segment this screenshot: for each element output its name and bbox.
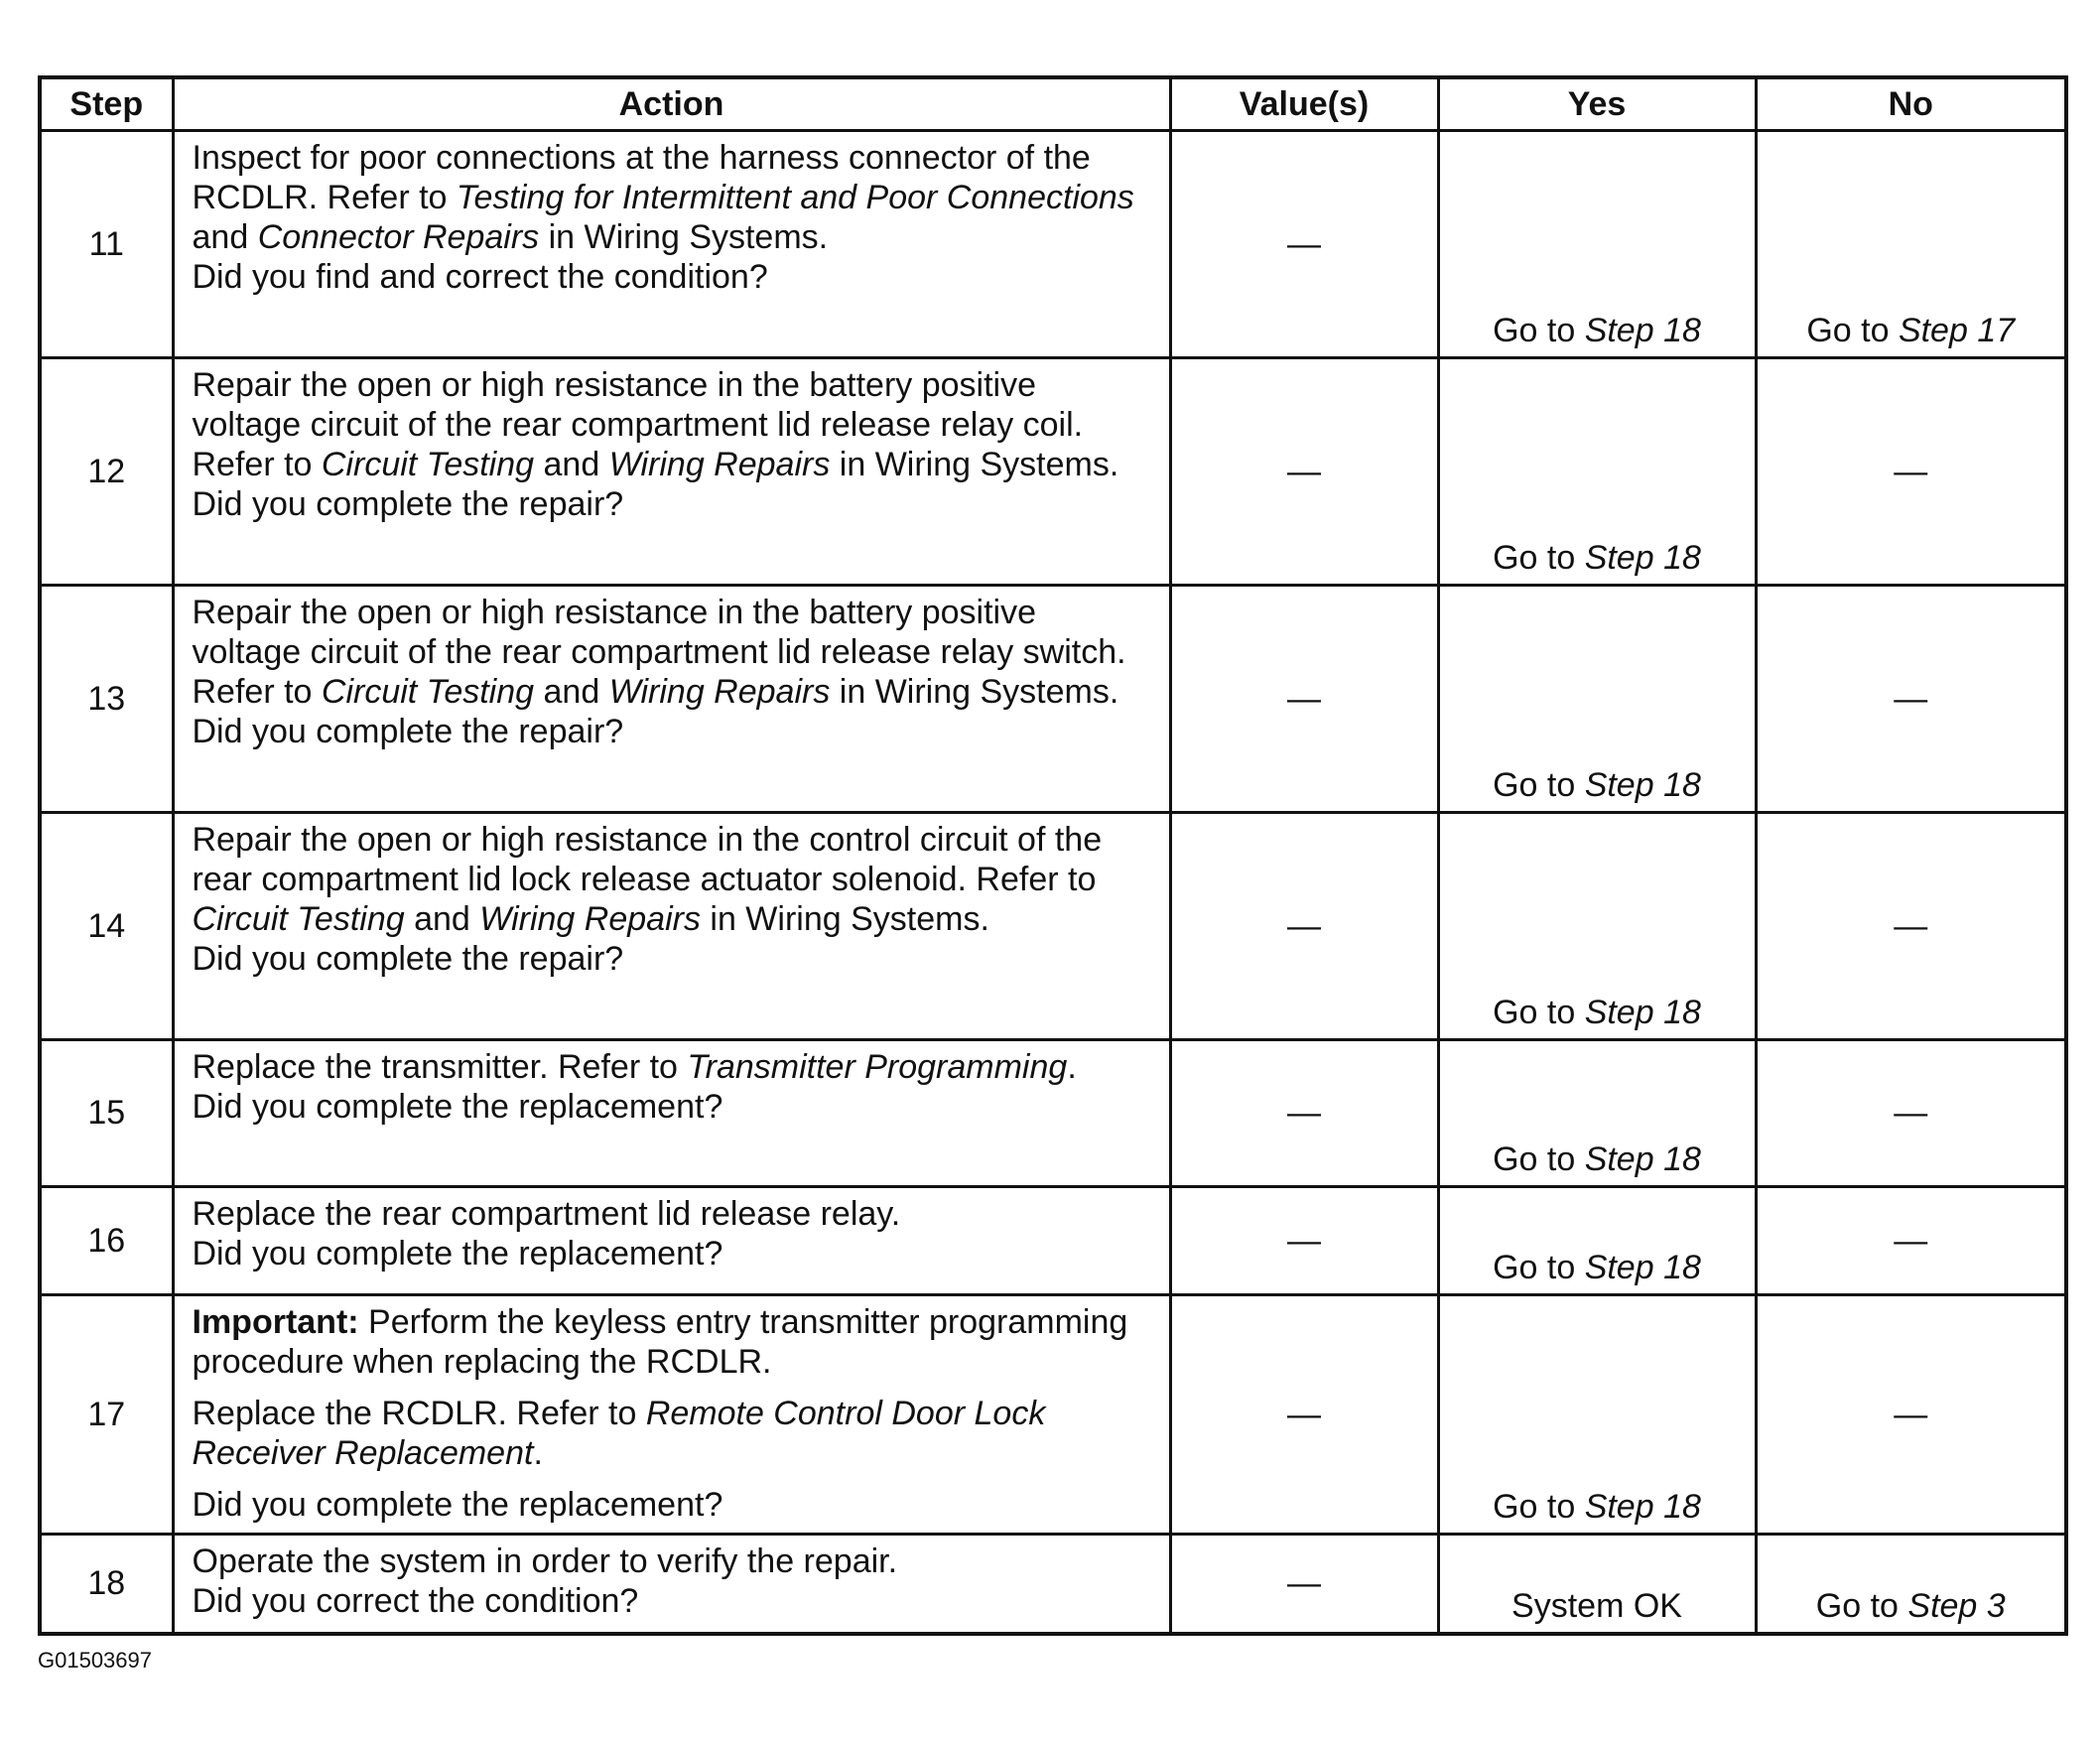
step-number: 12 [40, 358, 173, 586]
step-reference: Step 18 [1584, 1488, 1701, 1526]
action-text: Replace the transmitter. Refer to Transmitter Programming. [192, 1048, 1077, 1086]
action-question: Did you complete the replacement? [192, 1235, 723, 1272]
no-cell: — [1756, 1040, 2066, 1187]
step-number: 13 [40, 586, 173, 813]
action-cell [173, 131, 1170, 358]
step-number: 17 [40, 1295, 173, 1535]
no-cell: — [1756, 358, 2066, 586]
no-cell: — [1756, 813, 2066, 1040]
no-cell: — [1756, 1187, 2066, 1295]
action-cell [173, 813, 1170, 1040]
table-row [40, 131, 2066, 358]
action-cell [173, 586, 1170, 813]
step-reference: Step 17 [1898, 312, 2016, 349]
action-question: Did you complete the repair? [192, 713, 624, 750]
values-cell: — [1170, 131, 1438, 358]
step-number: 15 [40, 1040, 173, 1187]
action-question: Did you find and correct the condition? [192, 258, 768, 296]
values-cell: — [1170, 1187, 1438, 1295]
values-cell: — [1170, 1295, 1438, 1535]
header-yes: Yes [1438, 77, 1756, 131]
important-note: Important: Perform the keyless entry transmitter programming procedure when replacing the RCDLR. [192, 1303, 1128, 1381]
header-row [40, 77, 2066, 131]
step-reference: Step 18 [1584, 1140, 1701, 1178]
action-question: Did you complete the replacement? [192, 1088, 723, 1126]
yes-cell: Go to Step 18 [1438, 1040, 1756, 1187]
yes-cell: Go to Step 18 [1438, 1295, 1756, 1535]
step-reference: Step 18 [1584, 539, 1701, 577]
step-reference: Step 18 [1584, 766, 1701, 804]
action-cell [173, 1187, 1170, 1295]
figure-id: G01503697 [38, 1648, 152, 1673]
action-question: Did you correct the condition? [192, 1582, 639, 1620]
yes-cell: Go to Step 18 [1438, 358, 1756, 586]
table-row [40, 586, 2066, 813]
action-cell [173, 1535, 1170, 1634]
step-number: 11 [40, 131, 173, 358]
action-text: Replace the RCDLR. Refer to Remote Control Door Lock Receiver Replacement. [192, 1395, 1046, 1472]
yes-cell: Go to Step 18 [1438, 131, 1756, 358]
no-cell: — [1756, 1295, 2066, 1535]
action-question: Did you complete the repair? [192, 485, 624, 523]
yes-cell: Go to Step 18 [1438, 813, 1756, 1040]
yes-cell: Go to Step 18 [1438, 586, 1756, 813]
header-values: Value(s) [1170, 77, 1438, 131]
diagnostic-procedure-table [38, 75, 2068, 1636]
step-reference: Step 18 [1584, 1249, 1701, 1286]
yes-cell: System OK [1438, 1535, 1756, 1634]
step-reference: Step 3 [1907, 1586, 2006, 1625]
action-cell [173, 1295, 1170, 1535]
step-number: 14 [40, 813, 173, 1040]
table-row [40, 1295, 2066, 1535]
step-reference: Step 18 [1584, 994, 1701, 1031]
yes-cell: Go to Step 18 [1438, 1187, 1756, 1295]
action-cell [173, 1040, 1170, 1187]
header-step: Step [40, 77, 173, 131]
action-question: Did you complete the repair? [192, 940, 624, 978]
action-text: Repair the open or high resistance in the control circuit of the rear compartment lid lock release actuator solenoid. Refer to Circuit Testing and Wiring Repairs in Wiring Systems. [192, 821, 1103, 938]
step-number: 16 [40, 1187, 173, 1295]
values-cell: — [1170, 1040, 1438, 1187]
action-text: Inspect for poor connections at the harness connector of the RCDLR. Refer to Testing for Intermittent and Poor Connections and Connector Repairs in Wiring Systems. [192, 139, 1134, 256]
step-reference: Step 18 [1584, 312, 1701, 349]
values-cell: — [1170, 813, 1438, 1040]
table-row [40, 1040, 2066, 1187]
action-cell [173, 358, 1170, 586]
action-text: Repair the open or high resistance in the battery positive voltage circuit of the rear compartment lid release relay switch. Refer to Circuit Testing and Wiring Repairs in Wiring Systems. [192, 594, 1126, 711]
table-row [40, 358, 2066, 586]
action-text: Repair the open or high resistance in the battery positive voltage circuit of the rear compartment lid release relay coil. Refer to Circuit Testing and Wiring Repairs in Wiring Systems. [192, 366, 1119, 483]
header-action: Action [173, 77, 1170, 131]
no-cell: Go to Step 3 [1756, 1535, 2066, 1634]
values-cell: — [1170, 358, 1438, 586]
header-no: No [1756, 77, 2066, 131]
action-text: Operate the system in order to verify the repair. [192, 1542, 898, 1580]
table-row [40, 1187, 2066, 1295]
values-cell: — [1170, 1535, 1438, 1634]
no-cell: Go to Step 17 [1756, 131, 2066, 358]
action-question: Did you complete the replacement? [192, 1486, 723, 1524]
action-text: Replace the rear compartment lid release relay. [192, 1195, 901, 1233]
table-row [40, 1535, 2066, 1634]
no-cell: — [1756, 586, 2066, 813]
values-cell: — [1170, 586, 1438, 813]
table-row [40, 813, 2066, 1040]
step-number: 18 [40, 1535, 173, 1634]
